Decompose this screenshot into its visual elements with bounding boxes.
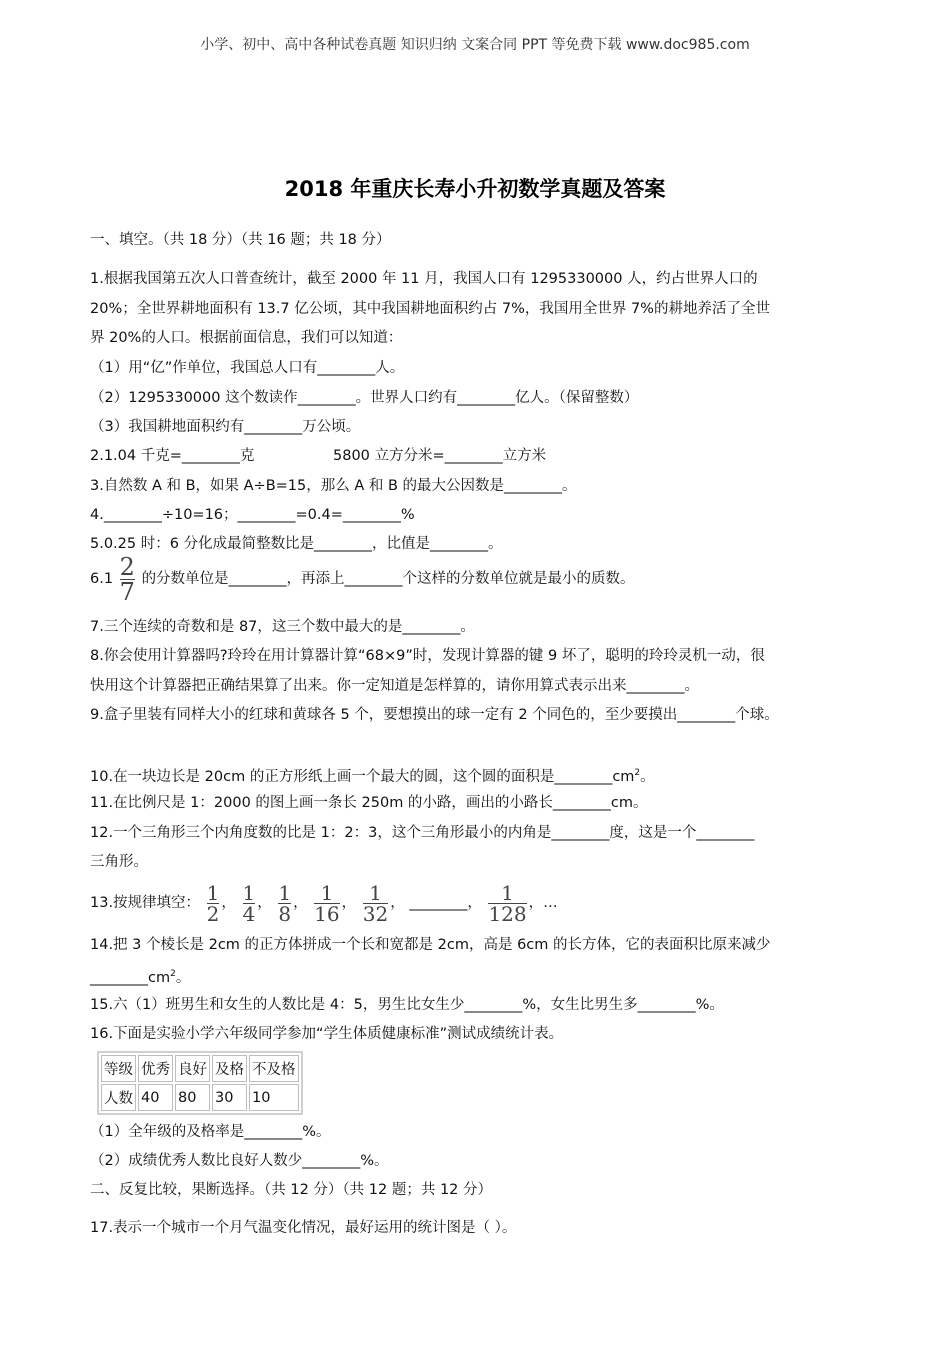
q14-end: 。 — [175, 969, 191, 986]
table-header-cell: 良好 — [175, 1055, 210, 1082]
q13-fraction-numerator: 1 — [278, 880, 292, 905]
q10-text: 10.在一块边长是 20cm 的正方形纸上画一个最大的圆，这个圆的面积是________cm — [90, 768, 635, 785]
q6-prefix: 6.1 — [90, 571, 114, 587]
q13 — [90, 877, 558, 929]
q12-line-2: 三角形。 — [90, 854, 148, 870]
q3: 3.自然数 A 和 B，如果 A÷B=15，那么 A 和 B 的最大公因数是________。 — [90, 478, 577, 494]
q4: 4.________÷10=16；________=0.4=________% — [90, 507, 415, 523]
q13-fraction-denominator: 128 — [488, 901, 527, 926]
table-header-cell: 优秀 — [138, 1055, 173, 1082]
q13-fraction-4 — [314, 880, 340, 926]
table-cell: 30 — [212, 1084, 247, 1111]
table-header-row — [101, 1055, 299, 1082]
q6-fraction — [119, 552, 135, 606]
q13-fraction-denominator: 4 — [242, 901, 256, 926]
table-header-cell: 等级 — [101, 1055, 136, 1082]
q12-line-1: 12.一个三角形三个内角度数的比是 1：2：3，这个三角形最小的内角是________度，这是一个________ — [90, 825, 755, 841]
table-header-cell: 及格 — [212, 1055, 247, 1082]
q13-fraction-denominator: 2 — [206, 901, 220, 926]
table-row — [101, 1084, 299, 1111]
q6 — [90, 553, 635, 605]
q13-fraction-5 — [362, 880, 389, 926]
q5: 5.0.25 时：6 分化成最简整数比是________，比值是________。 — [90, 536, 503, 552]
q16-score-table — [97, 1051, 303, 1115]
q9: 9.盒子里装有同样大小的红球和黄球各 5 个，要想摸出的球一定有 2 个同色的，至少要摸出________个球。 — [90, 707, 779, 723]
q13-fraction-1 — [206, 880, 220, 926]
q13-fraction-numerator: 1 — [501, 880, 514, 905]
q13-fraction-denominator: 8 — [278, 901, 292, 926]
q13-label: 13.按规律填空： — [90, 895, 201, 911]
q1-sub-1: （1）用“亿”作单位，我国总人口有________人。 — [90, 360, 405, 376]
q13-separator: ， — [257, 895, 272, 911]
page-header: 小学、初中、高中各种试卷真题 知识归纳 文案合同 PPT 等免费下载 www.doc985.com — [200, 37, 750, 53]
table-cell: 80 — [175, 1084, 210, 1111]
q8-line-2: 快用这个计算器把正确结果算了出来。你一定知道是怎样算的，请你用算式表示出来________。 — [90, 678, 699, 694]
q14-line-1: 14.把 3 个棱长是 2cm 的正方体拼成一个长和宽都是 2cm，高是 6cm 的长方体，它的表面积比原来减少 — [90, 937, 771, 953]
section-2-heading: 二、反复比较，果断选择。（共 12 分）（共 12 题；共 12 分） — [90, 1182, 493, 1198]
q6-fraction-denominator: 7 — [119, 577, 135, 606]
q2-part-a: 2.1.04 千克=________克 — [90, 448, 255, 464]
q1-sub-2: （2）1295330000 这个数读作________。世界人口约有________亿人。（保留整数） — [90, 390, 639, 406]
q13-fraction-numerator: 1 — [242, 880, 256, 905]
q10-superscript: 2 — [634, 768, 641, 778]
q10 — [90, 763, 655, 787]
q13-fraction-numerator: 1 — [320, 880, 334, 905]
q1-line-2: 20%；全世界耕地面积有 13.7 亿公顷，其中我国耕地面积约占 7%，我国用全世界 7%的耕地养活了全世 — [90, 301, 770, 317]
q13-separator: ， — [221, 895, 236, 911]
q13-fraction-denominator: 16 — [314, 901, 340, 926]
q16-sub-1: （1）全年级的及格率是________%。 — [90, 1124, 331, 1140]
q13-fraction-3 — [278, 880, 292, 926]
q14-line-2 — [90, 964, 190, 988]
table-cell: 人数 — [101, 1084, 136, 1111]
q13-blank: ________ — [409, 895, 468, 911]
q16-sub-2: （2）成绩优秀人数比良好人数少________%。 — [90, 1153, 389, 1169]
q13-separator: ， — [341, 895, 357, 911]
q7: 7.三个连续的奇数和是 87，这三个数中最大的是________。 — [90, 619, 475, 635]
q14-superscript: 2 — [170, 969, 176, 979]
q13-separator: ， — [293, 895, 308, 911]
q13-fraction-numerator: 1 — [206, 880, 220, 905]
q13-fraction-numerator: 1 — [369, 880, 382, 905]
q13-tail: ，… — [528, 895, 558, 911]
q1-line-3: 界 20%的人口。根据前面信息，我们可以知道： — [90, 330, 403, 346]
q1-sub-3: （3）我国耕地面积约有________万公顷。 — [90, 419, 361, 435]
section-1-heading: 一、填空。（共 18 分）（共 16 题；共 18 分） — [90, 232, 391, 248]
q17: 17.表示一个城市一个月气温变化情况，最好运用的统计图是（ ）。 — [90, 1220, 517, 1236]
q14-text: ________cm — [90, 969, 171, 986]
table-cell: 40 — [138, 1084, 173, 1111]
q6-text: 的分数单位是________，再添上________个这样的分数单位就是最小的质数。 — [141, 571, 635, 587]
q11: 11.在比例尺是 1：2000 的图上画一条长 250m 的小路，画出的小路长________cm。 — [90, 795, 648, 811]
q16-intro: 16.下面是实验小学六年级同学参加“学生体质健康标准”测试成绩统计表。 — [90, 1026, 564, 1042]
table-cell: 10 — [249, 1084, 299, 1111]
q2-part-b: 5800 立方分米=________立方米 — [333, 448, 547, 464]
q13-fraction-denominator: 32 — [362, 901, 389, 926]
q13-separator: ， — [467, 895, 482, 911]
q6-fraction-numerator: 2 — [119, 552, 135, 581]
q10-end: 。 — [640, 768, 655, 785]
q13-fraction-last — [488, 880, 527, 926]
q13-fraction-2 — [242, 880, 256, 926]
q13-separator: ， — [390, 895, 405, 911]
page-title: 2018 年重庆长寿小升初数学真题及答案 — [284, 177, 666, 201]
q1-line-1: 1.根据我国第五次人口普查统计，截至 2000 年 11 月，我国人口有 1295330000 人，约占世界人口的 — [90, 271, 758, 287]
q8-line-1: 8.你会使用计算器吗?玲玲在用计算器计算“68×9”时，发现计算器的键 9 坏了，聪明的玲玲灵机一动，很 — [90, 648, 765, 664]
q15: 15.六（1）班男生和女生的人数比是 4：5，男生比女生少________%，女生比男生多________%。 — [90, 997, 724, 1013]
table-header-cell: 不及格 — [249, 1055, 299, 1082]
